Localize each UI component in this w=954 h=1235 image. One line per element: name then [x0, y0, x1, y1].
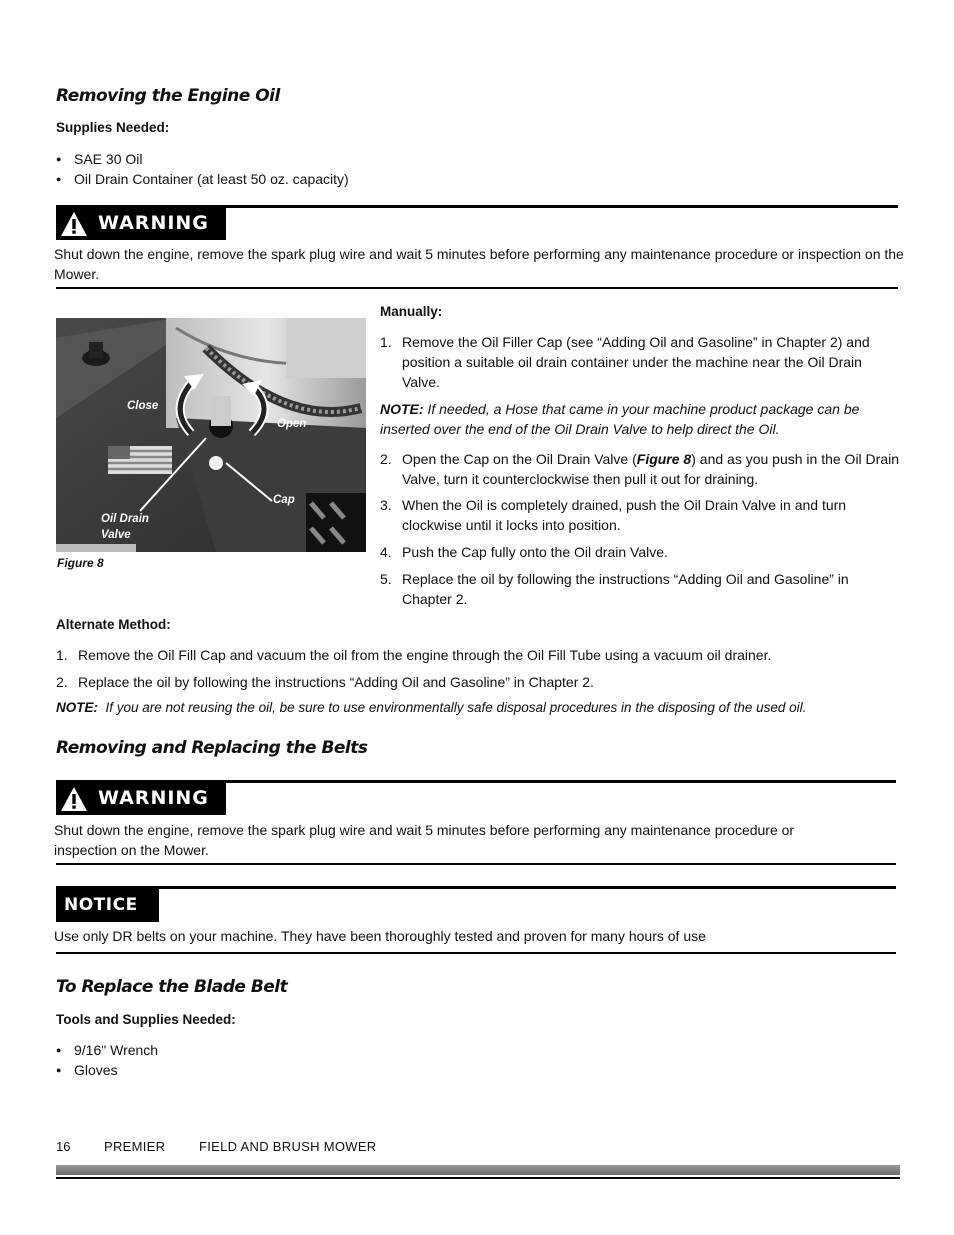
warning-text: Shut down the engine, remove the spark plug wire and wait 5 minutes before performing any maintenance procedure or inspection on the Mower. — [54, 246, 904, 282]
supply-item: ● Oil Drain Container (at least 50 oz. capacity) — [56, 169, 349, 189]
warning-label: WARNING — [98, 212, 209, 234]
notice-badge — [56, 889, 159, 922]
supplies-label: Supplies Needed: — [56, 120, 170, 135]
tools-label: Tools and Supplies Needed: — [56, 1012, 236, 1027]
footer-product: FIELD AND BRUSH MOWER — [199, 1139, 377, 1154]
tool-item: ● 9/16" Wrench — [56, 1040, 158, 1060]
section-title-engine-oil: Removing the Engine Oil — [56, 86, 280, 106]
warning-triangle-icon — [60, 786, 88, 812]
figure-label-cap: Cap — [273, 494, 295, 506]
figure-oil-drain-photo — [56, 318, 366, 552]
warning-text: Shut down the engine, remove the spark plug wire and wait 5 minutes before performing any maintenance procedure or inspection on the Mower. — [54, 822, 795, 858]
manually-note: NOTE: If needed, a Hose that came in your machine product package can be inserted over the end of the Oil Drain Valve to help direct the Oil. — [380, 401, 860, 437]
warning-bottom-rule — [56, 863, 896, 865]
manually-label: Manually: — [380, 304, 443, 319]
figure-label-close: Close — [127, 400, 159, 412]
figure-label-open: Open — [277, 418, 307, 430]
warning-bottom-rule — [56, 287, 898, 289]
footer-page-number: 16 — [56, 1139, 71, 1154]
warning-triangle-icon — [60, 211, 88, 237]
footer-rule — [56, 1177, 900, 1179]
footer-brand: PREMIER — [104, 1139, 166, 1154]
notice-bottom-rule — [56, 952, 896, 954]
figure-caption: Figure 8 — [57, 556, 104, 570]
notice-top-rule — [56, 886, 896, 889]
alternate-note: NOTE: If you are not reusing the oil, be sure to use environmentally safe disposal procedures in the disposing of the used oil. — [56, 700, 807, 715]
alternate-label: Alternate Method: — [56, 617, 171, 632]
figure-label-oil-drain-valve: Oil Drain Valve — [101, 513, 149, 541]
supply-item: ● SAE 30 Oil — [56, 149, 142, 169]
warning-badge — [56, 783, 226, 815]
notice-text: Use only DR belts on your machine. They have been thoroughly tested and proven for many hours of use — [54, 928, 706, 944]
warning-label: WARNING — [98, 787, 209, 809]
section-title-belts: Removing and Replacing the Belts — [56, 738, 368, 758]
footer-bar — [56, 1165, 900, 1175]
notice-label: NOTICE — [64, 895, 138, 915]
section-title-blade-belt: To Replace the Blade Belt — [56, 977, 288, 997]
warning-badge — [56, 208, 226, 240]
tool-item: ● Gloves — [56, 1060, 118, 1080]
